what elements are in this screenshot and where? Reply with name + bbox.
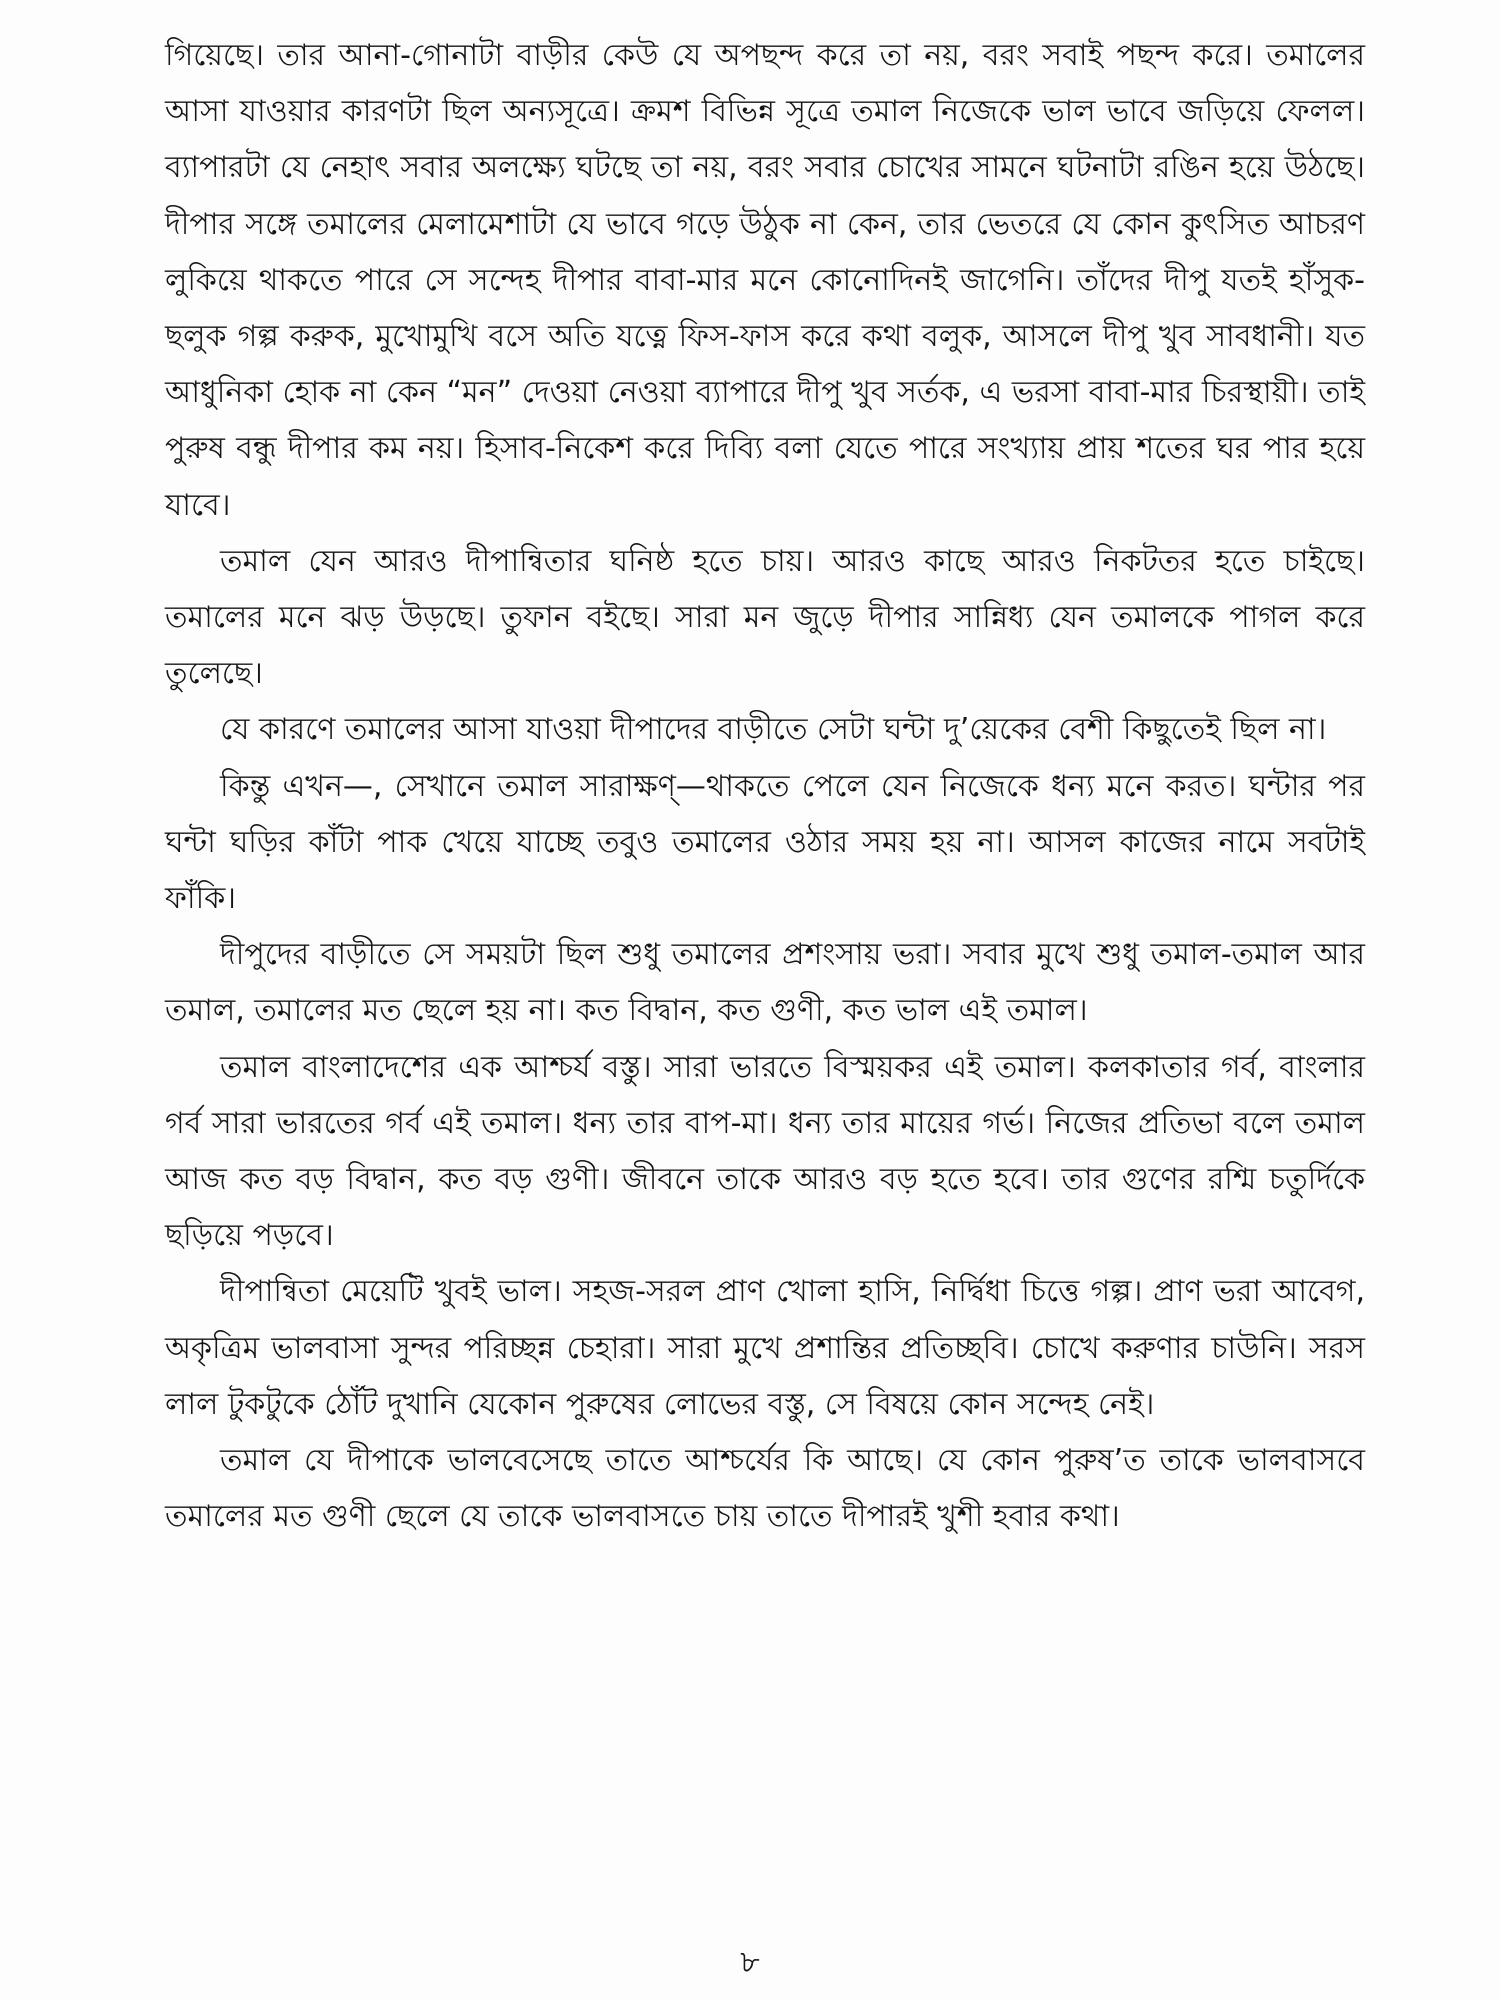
paragraph-1: গিয়েছে। তার আনা-গোনাটা বাড়ীর কেউ যে অপছন্দ করে তা নয়, বরং সবাই পছন্দ করে। তমালের আসা যাওয়ার কারণটা ছিল অন্যসূত্রে। ক্রমশ বিভিন্ন সূত্রে তমাল নিজেকে ভাল ভাবে জড়িয়ে ফেলল। ব্যাপারটা যে নেহাৎ সবার অলক্ষ্যে ঘটছে তা নয়, বরং সবার চোখের সামনে ঘটনাটা রঙিন হয়ে উঠছে। দীপার সঙ্গে তমালের মেলামেশাটা যে ভাবে গড়ে উঠুক না কেন, তার ভেতরে যে কোন কুৎসিত আচরণ লুকিয়ে থাকতে পারে সে সন্দেহ দীপার বাবা-মার মনে কোনোদিনই জাগেনি। তাঁদের দীপু যতই হাঁসুক-ছলুক গল্প করুক, মুখোমুখি বসে অতি যত্নে ফিস-ফাস করে কথা বলুক, আসলে দীপু খুব সাবধানী। যত আধুনিকা হোক না কেন “মন” দেওয়া নেওয়া ব্যাপারে দীপু খুব সর্তক, এ ভরসা বাবা-মার চিরস্থায়ী। তাই পুরুষ বন্ধু দীপার কম নয়। হিসাব-নিকেশ করে দিব্যি বলা যেতে পারে সংখ্যায় প্রায় শতের ঘর পার হয়ে যাবে। <box>165 38 1365 523</box>
paragraph-6: তমাল বাংলাদেশের এক আশ্চর্য বস্তু। সারা ভারতে বিস্ময়কর এই তমাল। কলকাতার গর্ব, বাংলার গর্ব সারা ভারতের গর্ব এই তমাল। ধন্য তার বাপ-মা। ধন্য তার মায়ের গর্ভ। নিজের প্রতিভা বলে তমাল আজ কত বড় বিদ্বান, কত বড় গুণী। জীবনে তাকে আরও বড় হতে হবে। তার গুণের রশ্মি চতুর্দিকে ছড়িয়ে পড়বে। <box>165 1049 1365 1254</box>
paragraph-3: যে কারণে তমালের আসা যাওয়া দীপাদের বাড়ীতে সেটা ঘন্টা দু’য়েকের বেশী কিছুতেই ছিল না। <box>220 712 1327 748</box>
page-number: ৮ <box>740 1945 760 1980</box>
paragraph-2: তমাল যেন আরও দীপান্বিতার ঘনিষ্ঠ হতে চায়। আরও কাছে আরও নিকটতর হতে চাইছে। তমালের মনে ঝড় উড়ছে। তুফান বইছে। সারা মন জুড়ে দীপার সান্নিধ্য যেন তমালকে পাগল করে তুলেছে। <box>165 543 1365 692</box>
paragraph-4: কিন্তু এখন—, সেখানে তমাল সারাক্ষণ্—থাকতে পেলে যেন নিজেকে ধন্য মনে করত। ঘন্টার পর ঘন্টা ঘড়ির কাঁটা পাক খেয়ে যাচ্ছে তবুও তমালের ওঠার সময় হয় না। আসল কাজের নামে সবটাই ফাঁকি। <box>165 768 1365 917</box>
paragraph-8: তমাল যে দীপাকে ভালবেসেছে তাতে আশ্চর্যের কি আছে। যে কোন পুরুষ’ত তাকে ভালবাসবে তমালের মত গুণী ছেলে যে তাকে ভালবাসতে চায় তাতে দীপারই খুশী হবার কথা। <box>165 1443 1365 1535</box>
paragraph-7: দীপান্বিতা মেয়েটি খুবই ভাল। সহজ-সরল প্রাণ খোলা হাসি, নির্দ্বিধা চিত্তে গল্প। প্রাণ ভরা আবেগ, অকৃত্রিম ভালবাসা সুন্দর পরিচ্ছন্ন চেহারা। সারা মুখে প্রশান্তির প্রতিচ্ছবি। চোখে করুণার চাউনি। সরস লাল টুকটুকে ঠোঁট দুখানি যেকোন পুরুষের লোভের বস্তু, সে বিষয়ে কোন সন্দেহ নেই। <box>165 1274 1365 1422</box>
body-text <box>165 28 1365 1545</box>
paragraph-5: দীপুদের বাড়ীতে সে সময়টা ছিল শুধু তমালের প্রশংসায় ভরা। সবার মুখে শুধু তমাল-তমাল আর তমাল, তমালের মত ছেলে হয় না। কত বিদ্বান, কত গুণী, কত ভাল এই তমাল। <box>165 937 1365 1029</box>
